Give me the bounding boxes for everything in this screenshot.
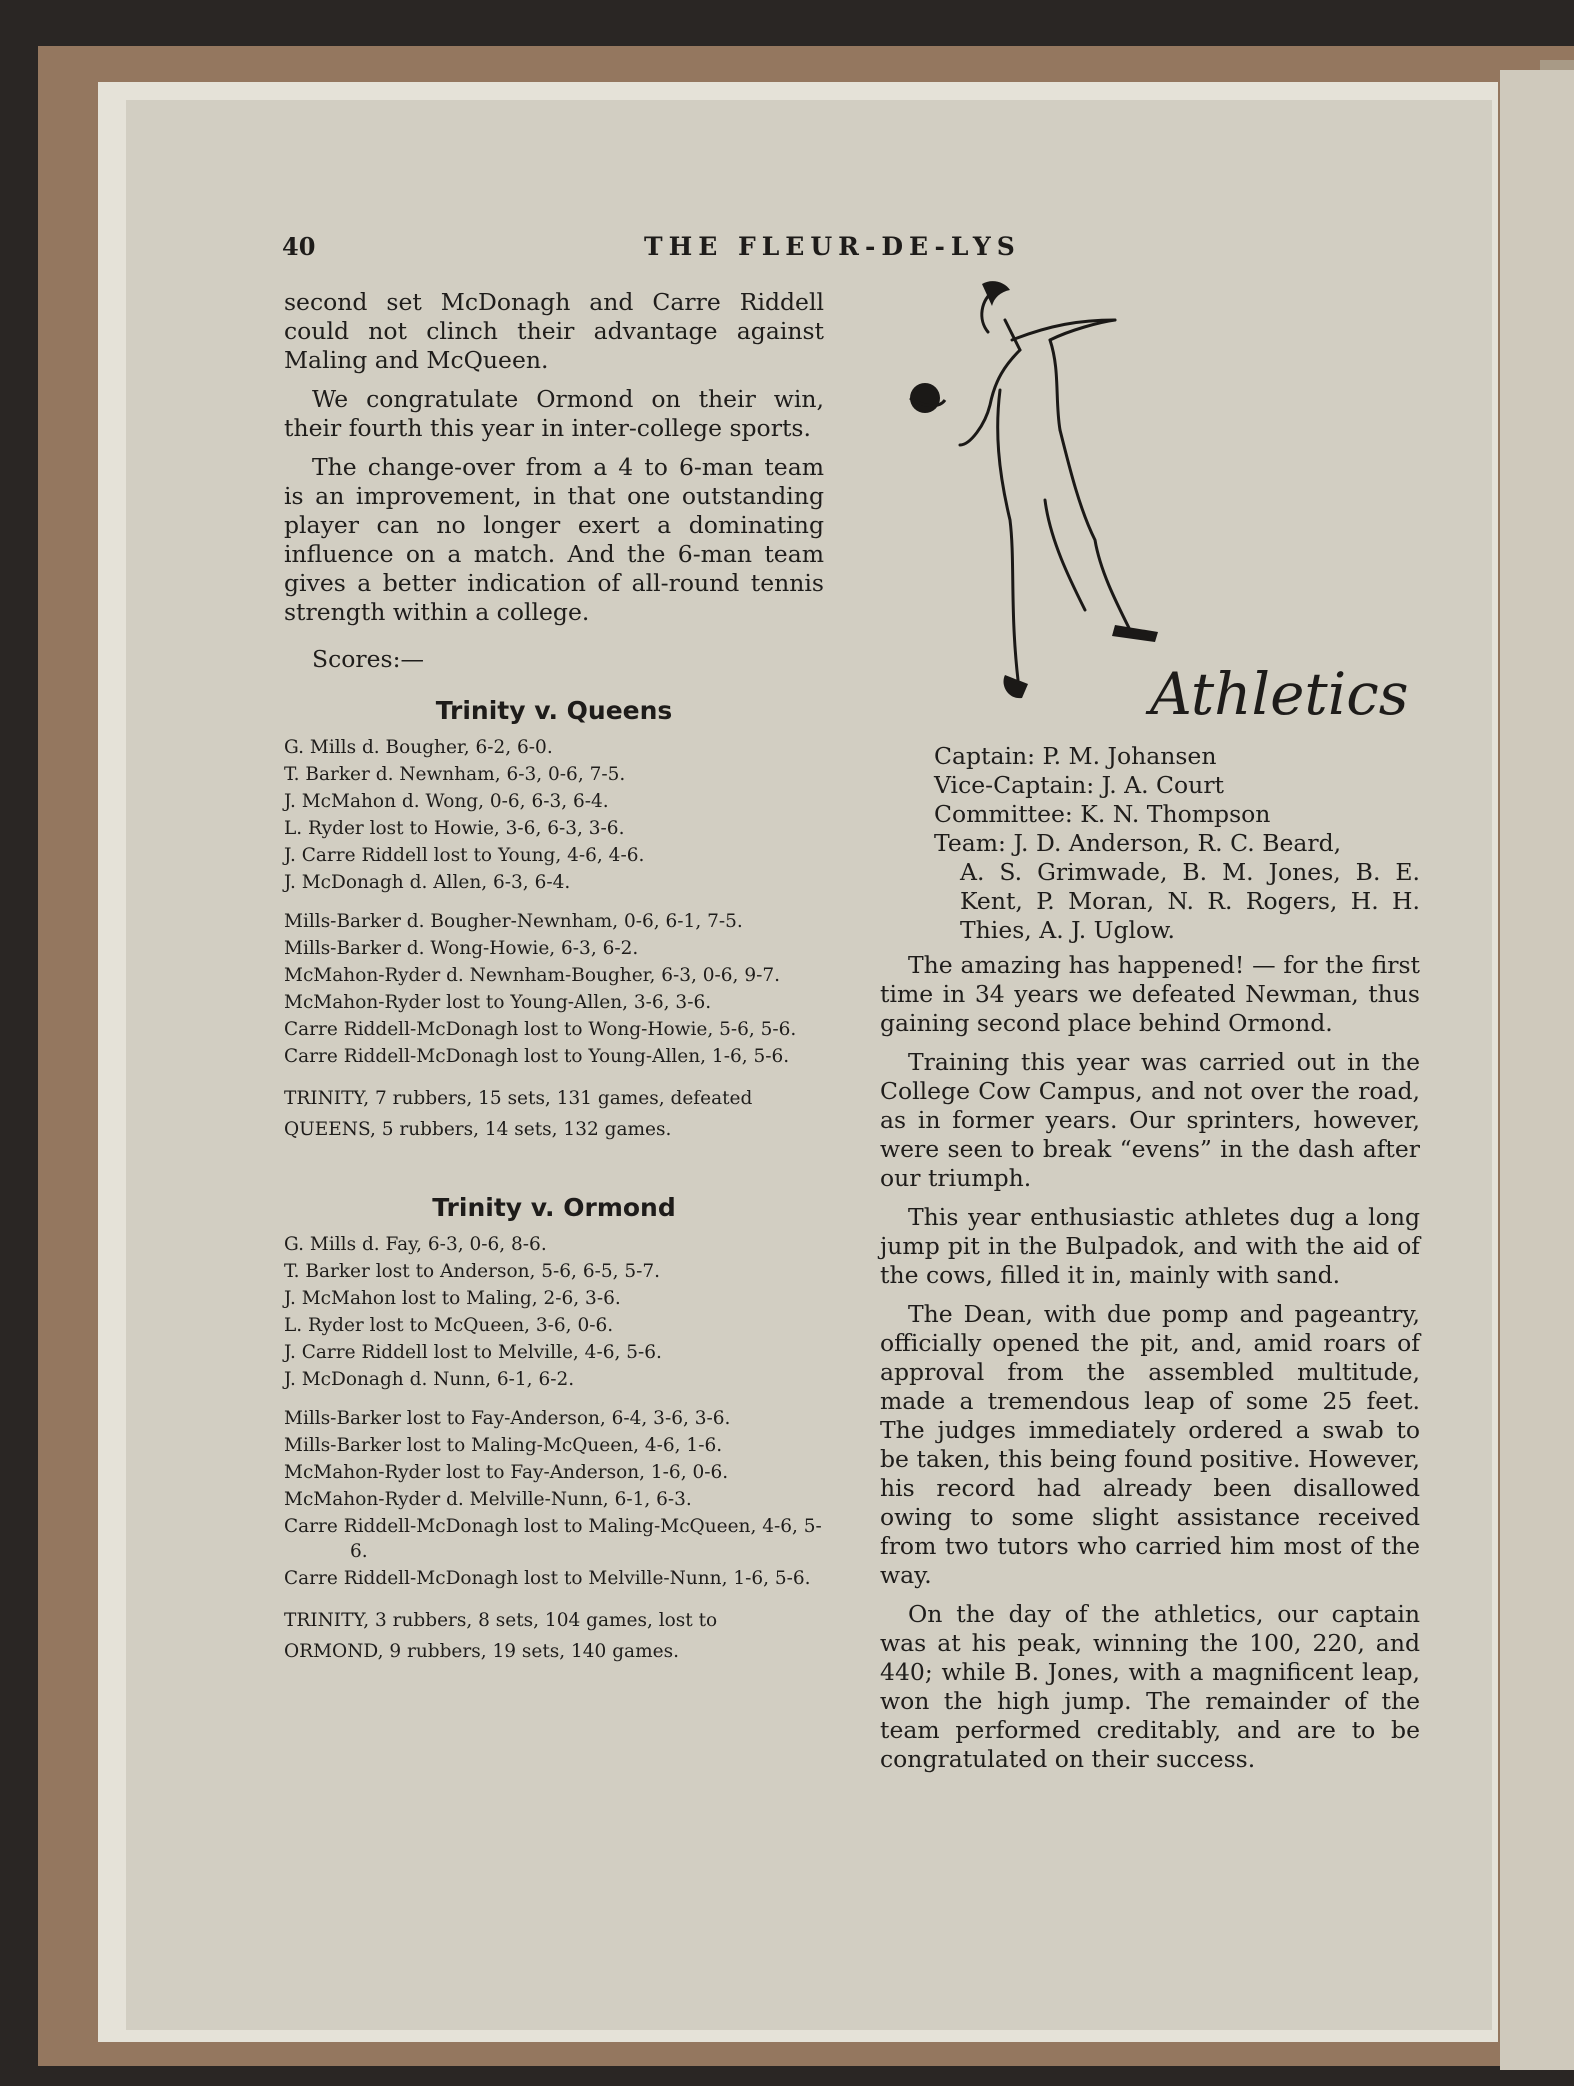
match-total <box>284 1083 824 1145</box>
result-line: McMahon-Ryder lost to Fay-Anderson, 1-6, 0-6. <box>284 1462 729 1483</box>
total-line: TRINITY, 7 rubbers, 15 sets, 131 games, defeated <box>284 1088 753 1109</box>
team-members: A. S. Grimwade, B. M. Jones, B. E. Kent, P. Moran, N. R. Rogers, H. H. Thies, A. J. Uglow. <box>960 858 1420 944</box>
results-list <box>284 735 824 1069</box>
match-heading: Trinity v. Queens <box>435 696 673 725</box>
page-number: 40 <box>282 232 316 261</box>
results-list <box>284 1232 824 1591</box>
result-line: Carre Riddell-McDonagh lost to Melville-Nunn, 1-6, 5-6. <box>284 1568 811 1589</box>
officers-list <box>880 742 1420 945</box>
vice-captain-line: Vice-Captain: J. A. Court <box>934 771 1224 799</box>
total-line: QUEENS, 5 rubbers, 14 sets, 132 games. <box>284 1119 672 1140</box>
running-header <box>282 232 1042 262</box>
result-line: J. McMahon lost to Maling, 2-6, 3-6. <box>284 1288 621 1309</box>
committee-line: Committee: K. N. Thompson <box>934 800 1271 828</box>
athletics-title: Athletics <box>1150 660 1409 728</box>
scores-label: Scores:— <box>312 645 425 673</box>
match-section <box>284 1193 824 1667</box>
paragraph: The Dean, with due pomp and pageantry, officially opened the pit, and, amid roars of approval from the assembled multitude, made a tremendous leap of some 25 feet. The judges immediately ordered a swab to be taken, this being found positive. However, his record had already been disallowed owing to some slight assistance received from two tutors who carried him most of the way. <box>880 1300 1420 1589</box>
result-line: J. Carre Riddell lost to Young, 4-6, 4-6. <box>284 845 645 866</box>
paragraph: On the day of the athletics, our captain was at his peak, winning the 100, 220, and 440; while B. Jones, with a magnificent leap, won the high jump. The remainder of the team performed creditably, and are to be congratulated on their success. <box>880 1600 1420 1773</box>
result-line: G. Mills d. Fay, 6-3, 0-6, 8-6. <box>284 1234 547 1255</box>
left-column <box>284 288 824 1667</box>
result-line: T. Barker d. Newnham, 6-3, 0-6, 7-5. <box>284 764 626 785</box>
result-line: L. Ryder lost to McQueen, 3-6, 0-6. <box>284 1315 614 1336</box>
result-line: Mills-Barker lost to Fay-Anderson, 6-4, 3-6, 3-6. <box>284 1408 731 1429</box>
result-line: McMahon-Ryder d. Newnham-Bougher, 6-3, 0-6, 9-7. <box>284 965 780 986</box>
team-line: Team: J. D. Anderson, R. C. Beard, <box>934 829 1342 857</box>
result-line: L. Ryder lost to Howie, 3-6, 6-3, 3-6. <box>284 818 625 839</box>
result-line: McMahon-Ryder d. Melville-Nunn, 6-1, 6-3. <box>284 1489 692 1510</box>
paragraph: The amazing has happened! — for the first time in 34 years we defeated Newman, thus gaining second place behind Ormond. <box>880 951 1420 1037</box>
result-line: J. McDonagh d. Nunn, 6-1, 6-2. <box>284 1369 575 1390</box>
facing-page-edge <box>1500 70 1574 2070</box>
result-line: Carre Riddell-McDonagh lost to Maling-McQueen, 4-6, 5-6. <box>284 1516 822 1562</box>
total-line: TRINITY, 3 rubbers, 8 sets, 104 games, lost to <box>284 1610 718 1631</box>
paragraph: This year enthusiastic athletes dug a long jump pit in the Bulpadok, and with the aid of the cows, filled it in, mainly with sand. <box>880 1203 1420 1289</box>
captain-line: Captain: P. M. Johansen <box>934 742 1217 770</box>
result-line: Carre Riddell-McDonagh lost to Wong-Howie, 5-6, 5-6. <box>284 1019 797 1040</box>
result-line: G. Mills d. Bougher, 6-2, 6-0. <box>284 737 553 758</box>
paragraph: The change-over from a 4 to 6-man team is an improvement, in that one outstanding player can no longer exert a dominating influence on a match. And the 6-man team gives a better indication of all-round tennis strength within a college. <box>284 453 824 626</box>
result-line: J. McDonagh d. Allen, 6-3, 6-4. <box>284 872 571 893</box>
shot-putter-illustration-icon <box>900 280 1210 720</box>
paragraph: We congratulate Ormond on their win, their fourth this year in inter-college sports. <box>284 385 824 442</box>
match-heading: Trinity v. Ormond <box>432 1193 676 1222</box>
right-column <box>880 742 1420 1784</box>
paragraph: Training this year was carried out in the College Cow Campus, and not over the road, as in former years. Our sprinters, however, were seen to break “evens” in the dash after our triumph. <box>880 1048 1420 1192</box>
match-total <box>284 1605 824 1667</box>
result-line: Mills-Barker d. Bougher-Newnham, 0-6, 6-1, 7-5. <box>284 911 743 932</box>
result-line: J. McMahon d. Wong, 0-6, 6-3, 6-4. <box>284 791 609 812</box>
result-line: Carre Riddell-McDonagh lost to Young-Allen, 1-6, 5-6. <box>284 1046 790 1067</box>
result-line: J. Carre Riddell lost to Melville, 4-6, 5-6. <box>284 1342 662 1363</box>
result-line: Mills-Barker d. Wong-Howie, 6-3, 6-2. <box>284 938 639 959</box>
result-line: McMahon-Ryder lost to Young-Allen, 3-6, 3-6. <box>284 992 712 1013</box>
journal-title: THE FLEUR-DE-LYS <box>644 232 1021 261</box>
match-section <box>284 696 824 1145</box>
paragraph: second set McDonagh and Carre Riddell could not clinch their advantage against Maling and McQueen. <box>284 288 824 374</box>
result-line: Mills-Barker lost to Maling-McQueen, 4-6, 1-6. <box>284 1435 723 1456</box>
result-line: T. Barker lost to Anderson, 5-6, 6-5, 5-7. <box>284 1261 661 1282</box>
total-line: ORMOND, 9 rubbers, 19 sets, 140 games. <box>284 1641 679 1662</box>
